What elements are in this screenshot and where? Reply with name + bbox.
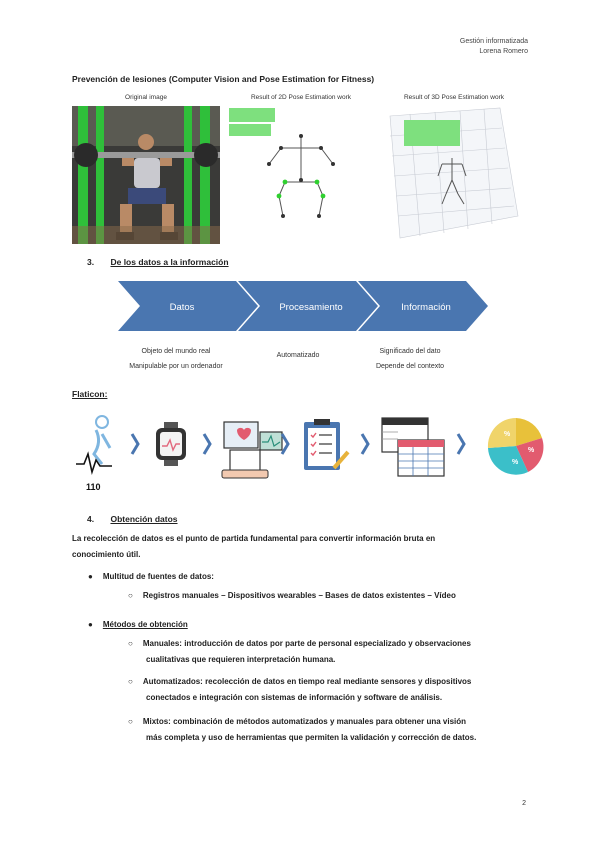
chevron-label-informacion: Información: [401, 302, 451, 313]
chevron-arrow-icon-3: [282, 434, 288, 454]
sub-procesamiento: Automatizado: [276, 352, 320, 359]
health-monitoring-icon: [222, 422, 282, 478]
method-automatizados-line2: conectados e integración con sistemas de información y software de análisis.: [146, 693, 443, 702]
sub-informacion: [360, 346, 460, 373]
page-number: 2: [522, 800, 526, 807]
method-manuales: ○ Manuales: introducción de datos por parte de personal especializado y observaciones cualitativas que requieren interpretación humana.: [128, 636, 528, 668]
section4-heading: [87, 514, 178, 524]
flaticon-icon-row: [72, 408, 552, 498]
heart-rate-person-icon: [76, 416, 112, 472]
section4-number: 4.: [87, 514, 95, 524]
chevron-arrow-icon-4: [362, 434, 368, 454]
data-to-info-process: [118, 281, 488, 331]
flaticon-label: Flaticon:: [72, 389, 108, 399]
checklist-clipboard-icon: [304, 419, 348, 470]
top-heading: Prevención de lesiones (Computer Vision and Pose Estimation for Fitness): [72, 74, 375, 84]
sub-info-1: Significado del dato: [379, 348, 441, 355]
caption-3d: Result of 3D Pose Estimation work: [403, 94, 505, 101]
bullet-fuentes-sub-text: Registros manuales – Dispositivos wearables – Bases de datos existentes – Vídeo: [142, 591, 456, 600]
pose-2d-skeleton: [227, 106, 375, 244]
header-author: Lorena Romero: [479, 48, 528, 55]
method-mixtos: ○ Mixtos: combinación de métodos automatizados y manuales para obtener una visión más completa y uso de herramientas que permiten la validación y corrección de datos.: [128, 714, 528, 746]
bullet-fuentes: ● Multitud de fuentes de datos:: [88, 572, 214, 581]
svg-text:%: %: [528, 447, 535, 454]
chevron-arrow-icon-5: [458, 434, 464, 454]
section4-title: Obtención datos: [110, 514, 178, 524]
chevron-arrow-icon-1: [132, 434, 138, 454]
chevron-arrow-icon-2: [204, 434, 210, 454]
chevron-label-datos: Datos: [169, 302, 195, 313]
spreadsheet-icon: [382, 418, 444, 476]
method-mixtos-line1: Mixtos: combinación de métodos automatizados y manuales para obtener una visión: [142, 717, 467, 726]
sub-info-2: Depende del contexto: [375, 363, 445, 370]
section3-heading: [87, 257, 229, 267]
svg-text:%: %: [504, 431, 511, 438]
bullet-fuentes-text: Multitud de fuentes de datos:: [102, 572, 214, 581]
section3-number: 3.: [87, 257, 95, 267]
chevron-label-procesamiento: Procesamiento: [279, 302, 343, 313]
sub-datos-1: Objeto del mundo real: [141, 348, 211, 355]
header-author-block: [460, 38, 528, 55]
bullet-metodos: ● Métodos de obtención: [88, 620, 188, 629]
smartwatch-icon: [156, 422, 186, 466]
method-automatizados: ○ Automatizados: recolección de datos en tiempo real mediante sensores y dispositivos conectados e integración con sistemas de información y software de análisis.: [128, 674, 528, 706]
caption-original: Original image: [125, 94, 167, 101]
method-manuales-line1: Manuales: introducción de datos por parte de personal especializado y observaciones: [142, 639, 471, 648]
heart-rate-number: 110: [86, 482, 101, 492]
sub-datos: [126, 346, 226, 373]
caption-2d: Result of 2D Pose Estimation work: [250, 94, 352, 101]
method-automatizados-line1: Automatizados: recolección de datos en tiempo real mediante sensores y dispositivos: [142, 677, 472, 686]
pose-3d-plot: [380, 106, 528, 244]
pose-estimation-figure: [72, 92, 527, 244]
bullet-fuentes-sub: ○ Registros manuales – Dispositivos wearables – Bases de datos existentes – Vídeo: [128, 591, 456, 600]
method-mixtos-line2: más completa y uso de herramientas que permiten la validación y corrección de datos.: [146, 733, 477, 742]
svg-text:%: %: [512, 459, 519, 466]
sub-datos-2: Manipulable por un ordenador: [129, 363, 223, 370]
bullet-metodos-text: Métodos de obtención: [102, 620, 188, 629]
method-manuales-line2: cualitativas que requieren interpretación humana.: [146, 655, 336, 664]
section4-intro: [72, 531, 532, 563]
section4-intro-line1: La recolección de datos es el punto de partida fundamental para convertir información bruta en: [72, 534, 436, 543]
section3-title: De los datos a la información: [110, 257, 229, 267]
header-title: Gestión informatizada: [459, 38, 528, 45]
section4-intro-line2: conocimiento útil.: [72, 550, 141, 559]
pie-chart-icon: [488, 418, 544, 475]
gym-squat-photo: [72, 106, 220, 244]
